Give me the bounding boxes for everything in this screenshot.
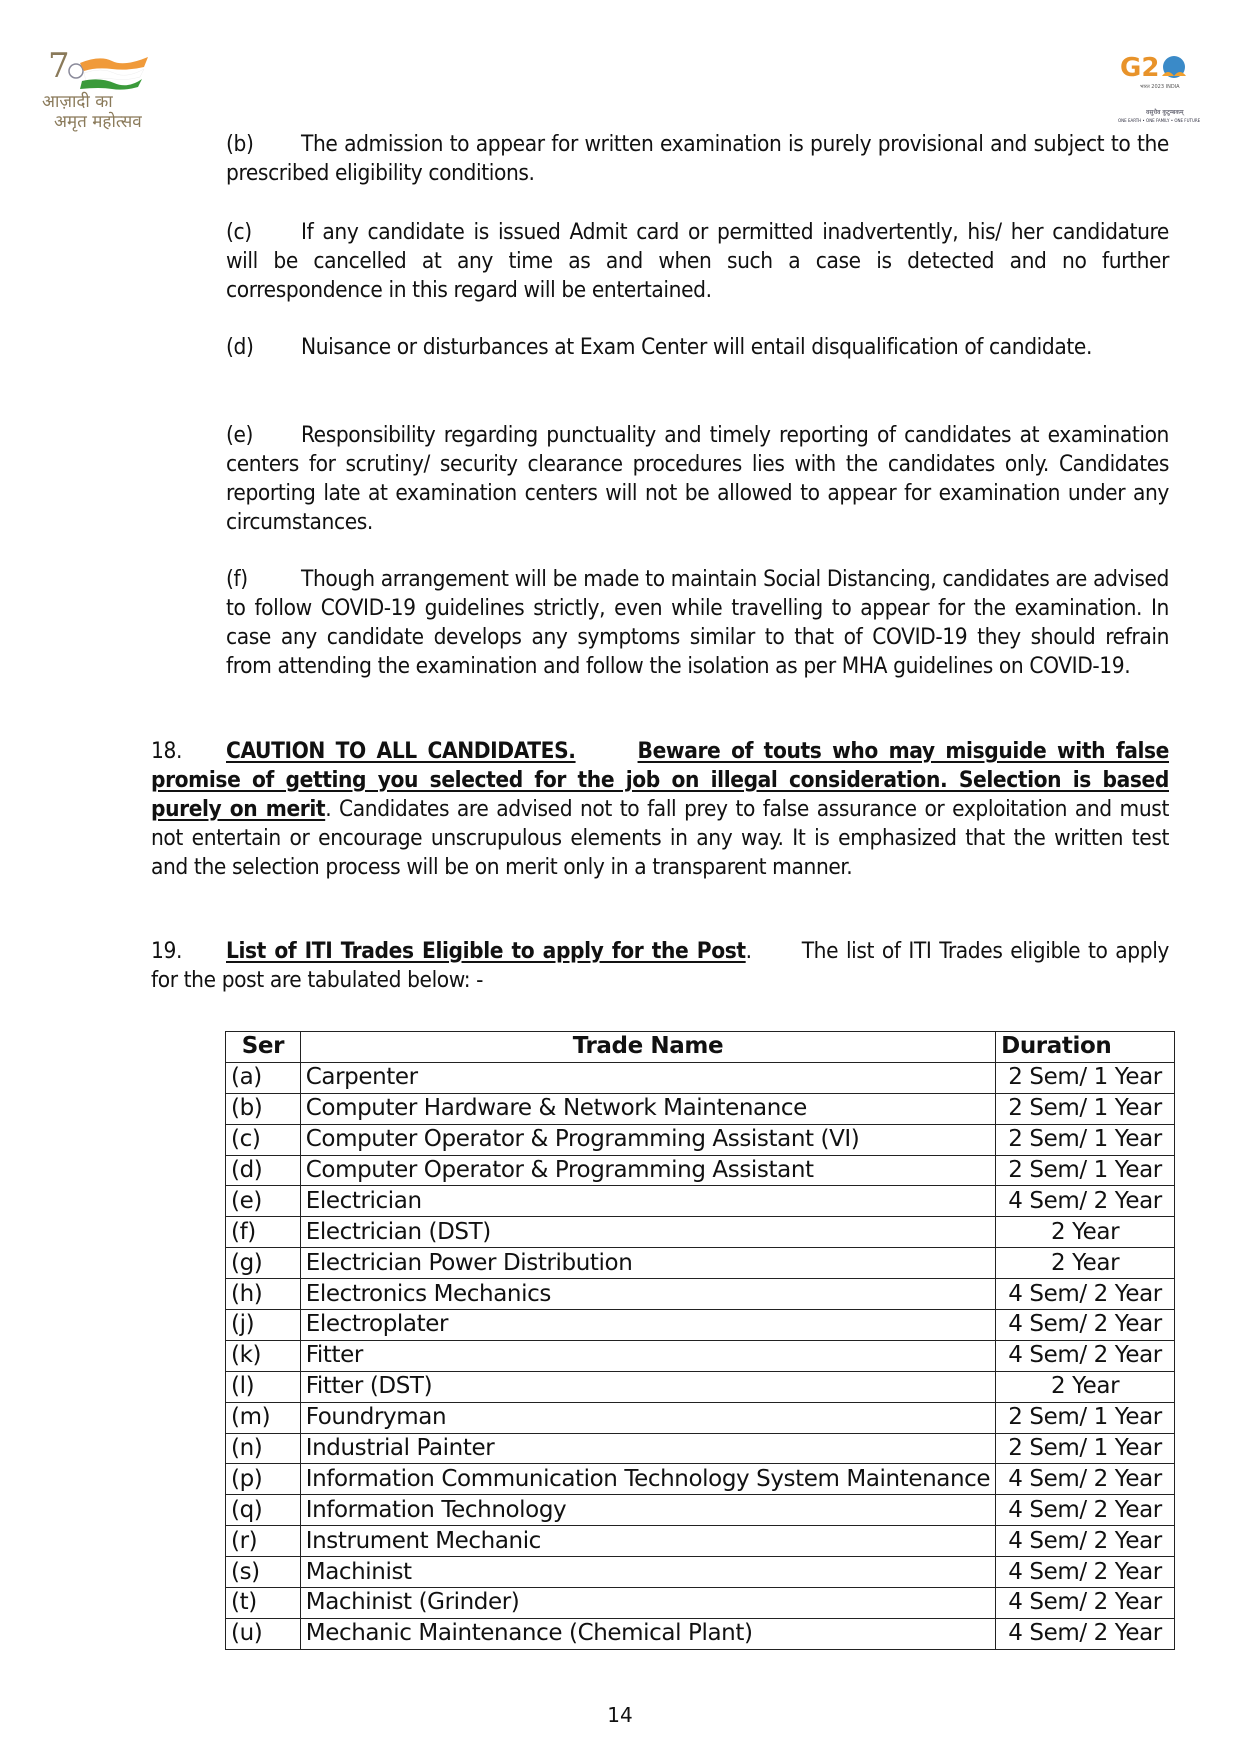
section-body: The list of ITI Trades eligible to apply for the post are tabulated below: - (151, 938, 1169, 993)
column-header-ser: Ser (226, 1032, 301, 1063)
section-number: 19. (151, 938, 182, 964)
paragraph-text: Nuisance or disturbances at Exam Center will entail disqualification of candidate. (301, 334, 1092, 360)
paragraph-f (226, 565, 1169, 681)
duration-cell: 4 Sem/ 2 Year (996, 1588, 1175, 1619)
paragraph-label: (f) (226, 566, 248, 592)
page-number: 14 (607, 1703, 633, 1727)
section-19 (151, 937, 1169, 995)
trade-name-cell: Machinist (Grinder) (300, 1588, 995, 1619)
table-row (226, 1248, 1175, 1279)
trade-name-cell: Electrician (300, 1186, 995, 1217)
paragraph-label: (d) (226, 334, 254, 360)
ser-cell: (b) (226, 1093, 301, 1124)
ser-cell: (j) (226, 1310, 301, 1341)
duration-cell: 4 Sem/ 2 Year (996, 1279, 1175, 1310)
ser-cell: (s) (226, 1557, 301, 1588)
trade-name-cell: Computer Operator & Programming Assistant (300, 1155, 995, 1186)
paragraph-text: Responsibility regarding punctuality and timely reporting of candidates at examination centers for scrutiny/ security clearance procedures lies with the candidates only. Candidates reporting late at examination centers will not be allowed to appear for examination under any circumstances. (226, 422, 1169, 535)
section-heading: List of ITI Trades Eligible to apply for the Post (226, 938, 746, 964)
duration-cell: 4 Sem/ 2 Year (996, 1340, 1175, 1371)
duration-cell: 2 Sem/ 1 Year (996, 1402, 1175, 1433)
ser-cell: (r) (226, 1526, 301, 1557)
trade-name-cell: Mechanic Maintenance (Chemical Plant) (300, 1618, 995, 1649)
ser-cell: (g) (226, 1248, 301, 1279)
paragraph-label: (c) (226, 219, 252, 245)
svg-text:भारत 2023 INDIA: भारत 2023 INDIA (1140, 84, 1180, 90)
paragraph-d (226, 333, 1169, 362)
ser-cell: (c) (226, 1124, 301, 1155)
table-row (226, 1618, 1175, 1649)
ser-cell: (q) (226, 1495, 301, 1526)
duration-cell: 4 Sem/ 2 Year (996, 1526, 1175, 1557)
ser-cell: (d) (226, 1155, 301, 1186)
duration-cell: 4 Sem/ 2 Year (996, 1618, 1175, 1649)
table-row (226, 1371, 1175, 1402)
table-row (226, 1433, 1175, 1464)
paragraph-e (226, 421, 1169, 537)
trade-name-cell: Fitter (300, 1340, 995, 1371)
section-18 (151, 737, 1169, 882)
ser-cell: (p) (226, 1464, 301, 1495)
duration-cell: 2 Sem/ 1 Year (996, 1124, 1175, 1155)
trade-name-cell: Electronics Mechanics (300, 1279, 995, 1310)
column-header-trade-name: Trade Name (300, 1032, 995, 1063)
table-row (226, 1526, 1175, 1557)
trade-name-cell: Carpenter (300, 1062, 995, 1093)
column-header-duration: Duration (996, 1032, 1175, 1063)
trade-name-cell: Computer Hardware & Network Maintenance (300, 1093, 995, 1124)
paragraph-c (226, 218, 1169, 305)
table-row (226, 1402, 1175, 1433)
duration-cell: 2 Year (996, 1248, 1175, 1279)
duration-cell: 2 Year (996, 1217, 1175, 1248)
trade-name-cell: Information Communication Technology System Maintenance (300, 1464, 995, 1495)
duration-cell: 2 Sem/ 1 Year (996, 1062, 1175, 1093)
azadi-ka-amrit-mahotsav-logo (40, 45, 170, 135)
trade-name-cell: Electroplater (300, 1310, 995, 1341)
table-row (226, 1495, 1175, 1526)
trade-name-cell: Electrician (DST) (300, 1217, 995, 1248)
paragraph-label: (e) (226, 422, 254, 448)
ser-cell: (m) (226, 1402, 301, 1433)
ser-cell: (h) (226, 1279, 301, 1310)
svg-text:G2: G2 (1120, 53, 1160, 83)
ser-cell: (n) (226, 1433, 301, 1464)
trade-name-cell: Computer Operator & Programming Assistant (VI) (300, 1124, 995, 1155)
paragraph-text: The admission to appear for written examination is purely provisional and subject to the prescribed eligibility conditions. (226, 131, 1169, 186)
paragraph-text: Though arrangement will be made to maintain Social Distancing, candidates are advised to follow COVID-19 guidelines strictly, even while travelling to appear for the examination. In case any candidate develops any symptoms similar to that of COVID-19 they should refrain from attending the examination and follow the isolation as per MHA guidelines on COVID-19. (226, 566, 1169, 679)
azadi-logo-icon (40, 45, 170, 135)
iti-trades-table (225, 1031, 1175, 1650)
table-row (226, 1340, 1175, 1371)
section-heading: CAUTION TO ALL CANDIDATES. (226, 738, 576, 764)
paragraph-label: (b) (226, 131, 254, 157)
duration-cell: 4 Sem/ 2 Year (996, 1495, 1175, 1526)
duration-cell: 4 Sem/ 2 Year (996, 1186, 1175, 1217)
duration-cell: 2 Sem/ 1 Year (996, 1093, 1175, 1124)
paragraph-b (226, 130, 1169, 188)
ser-cell: (a) (226, 1062, 301, 1093)
trade-name-cell: Foundryman (300, 1402, 995, 1433)
svg-text:वसुधैव कुटुम्बकम्: वसुधैव कुटुम्बकम् (1146, 109, 1184, 116)
table-row (226, 1062, 1175, 1093)
duration-cell: 4 Sem/ 2 Year (996, 1464, 1175, 1495)
table-row (226, 1464, 1175, 1495)
trade-name-cell: Fitter (DST) (300, 1371, 995, 1402)
trade-name-cell: Machinist (300, 1557, 995, 1588)
table-row (226, 1279, 1175, 1310)
trade-name-cell: Industrial Painter (300, 1433, 995, 1464)
duration-cell: 2 Sem/ 1 Year (996, 1155, 1175, 1186)
duration-cell: 2 Year (996, 1371, 1175, 1402)
trade-name-cell: Electrician Power Distribution (300, 1248, 995, 1279)
svg-text:आज़ादी का: आज़ादी का (42, 92, 113, 112)
section-number: 18. (151, 738, 182, 764)
ser-cell: (f) (226, 1217, 301, 1248)
svg-text:7: 7 (48, 46, 70, 86)
svg-text:ONE EARTH • ONE FAMILY • ONE F: ONE EARTH • ONE FAMILY • ONE FUTURE (1118, 118, 1201, 123)
g20-logo-icon (1118, 48, 1208, 130)
heading-punctuation: . (745, 938, 752, 964)
table-row (226, 1093, 1175, 1124)
g20-logo (1118, 48, 1208, 130)
section-body: . Candidates are advised not to fall prey to false assurance or exploitation and must not entertain or encourage unscrupulous elements in any way. It is emphasized that the written test and the selection process will be on merit only in a transparent manner. (151, 796, 1169, 880)
ser-cell: (u) (226, 1618, 301, 1649)
ser-cell: (l) (226, 1371, 301, 1402)
trade-name-cell: Information Technology (300, 1495, 995, 1526)
table-header-row (226, 1032, 1175, 1063)
duration-cell: 2 Sem/ 1 Year (996, 1433, 1175, 1464)
section-emphasis: Beware of touts who may misguide with false promise of getting you selected for the job on illegal consideration. Selection is based purely on merit (151, 738, 1169, 822)
table-row (226, 1124, 1175, 1155)
table-row (226, 1310, 1175, 1341)
table-row (226, 1186, 1175, 1217)
table-row (226, 1557, 1175, 1588)
table-row (226, 1217, 1175, 1248)
ser-cell: (e) (226, 1186, 301, 1217)
svg-text:अमृत महोत्सव: अमृत महोत्सव (54, 112, 142, 132)
duration-cell: 4 Sem/ 2 Year (996, 1557, 1175, 1588)
table-row (226, 1155, 1175, 1186)
ser-cell: (t) (226, 1588, 301, 1619)
duration-cell: 4 Sem/ 2 Year (996, 1310, 1175, 1341)
ser-cell: (k) (226, 1340, 301, 1371)
paragraph-text: If any candidate is issued Admit card or permitted inadvertently, his/ her candidature will be cancelled at any time as and when such a case is detected and no further correspondence in this regard will be entertained. (226, 219, 1169, 303)
trade-name-cell: Instrument Mechanic (300, 1526, 995, 1557)
table-row (226, 1588, 1175, 1619)
